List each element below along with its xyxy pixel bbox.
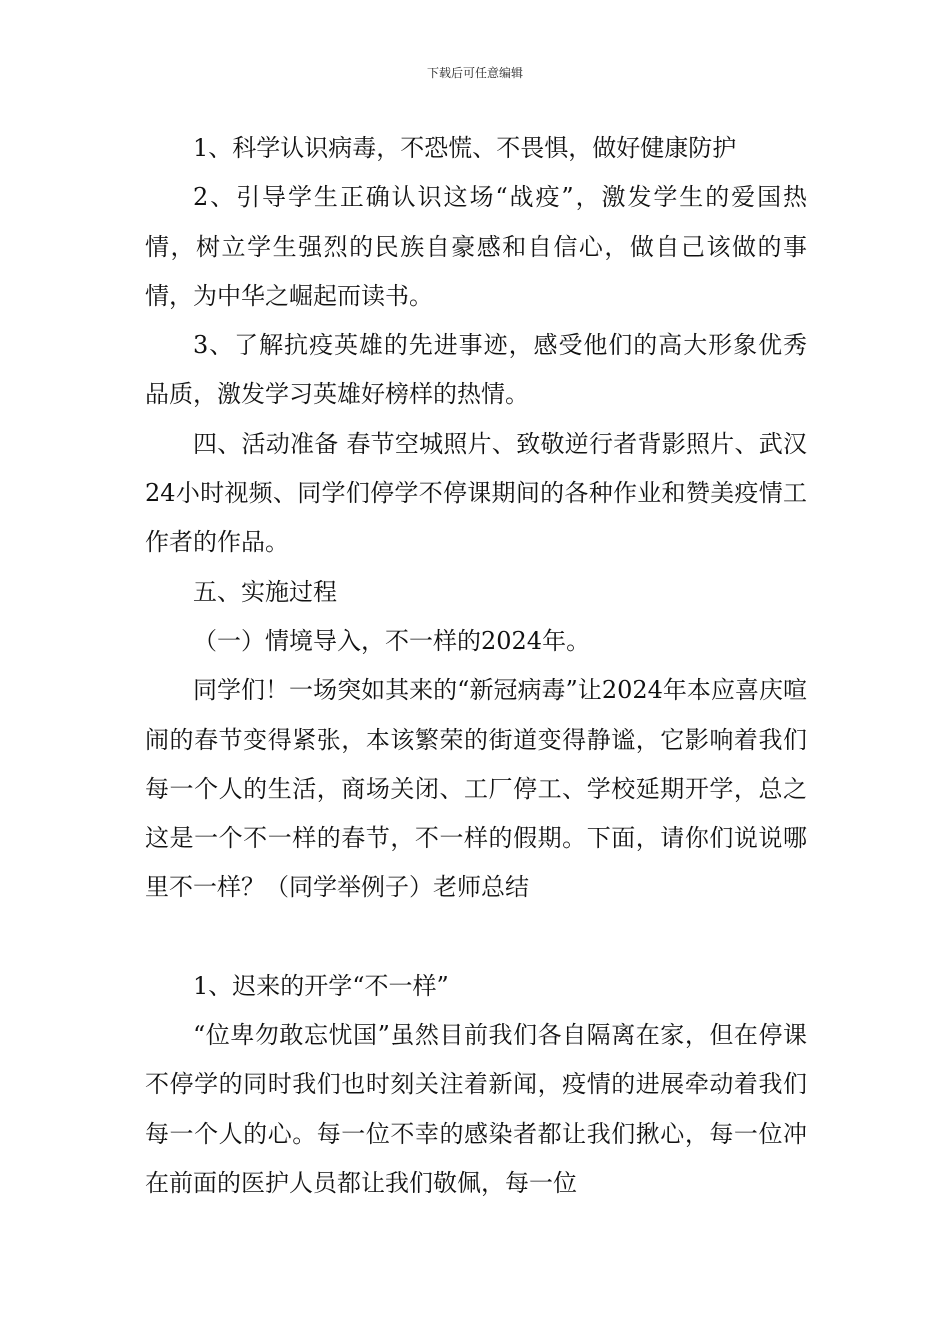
section-heading-process: 五、实施过程 (193, 577, 337, 606)
paragraph-preparation: 四、活动准备 春节空城照片、致敬逆行者背影照片、武汉24小时视频、同学们停学不停课期间的各种作业和赞美疫情工作者的作品。 (145, 429, 807, 557)
subsection-heading-intro: （一）情境导入，不一样的2024年。 (193, 626, 591, 655)
document-body (145, 124, 807, 1208)
page-header: 下载后可任意编辑 (426, 66, 523, 80)
paragraph-objective-3: 3、了解抗疫英雄的先进事迹，感受他们的高大形象优秀品质，激发学习英雄好榜样的热情。 (145, 331, 807, 409)
blank-line (145, 913, 807, 962)
paragraph-intro-body: 同学们！一场突如其来的“新冠病毒”让2024年本应喜庆喧闹的春节变得紧张，本该繁荣的街道变得静谧，它影响着我们每一个人的生活，商场关闭、工厂停工、学校延期开学，总之这是一个不一样的春节，不一样的假期。下面，请你们说说哪里不一样？（同学举例子）老师总结 (145, 676, 807, 902)
item-heading-school-start: 1、迟来的开学“不一样” (193, 971, 449, 1000)
paragraph-objective-1: 1、科学认识病毒，不恐慌、不畏惧，做好健康防护 (193, 134, 737, 162)
paragraph-objective-2: 2、引导学生正确认识这场“战疫”，激发学生的爱国热情，树立学生强烈的民族自豪感和自信心，做自己该做的事情，为中华之崛起而读书。 (145, 183, 807, 310)
paragraph-concern-body: “位卑勿敢忘忧国”虽然目前我们各自隔离在家，但在停课不停学的同时我们也时刻关注着新闻，疫情的进展牵动着我们每一个人的心。每一位不幸的感染者都让我们揪心，每一位冲在前面的医护人员都让我们敬佩，每一位 (145, 1021, 807, 1197)
